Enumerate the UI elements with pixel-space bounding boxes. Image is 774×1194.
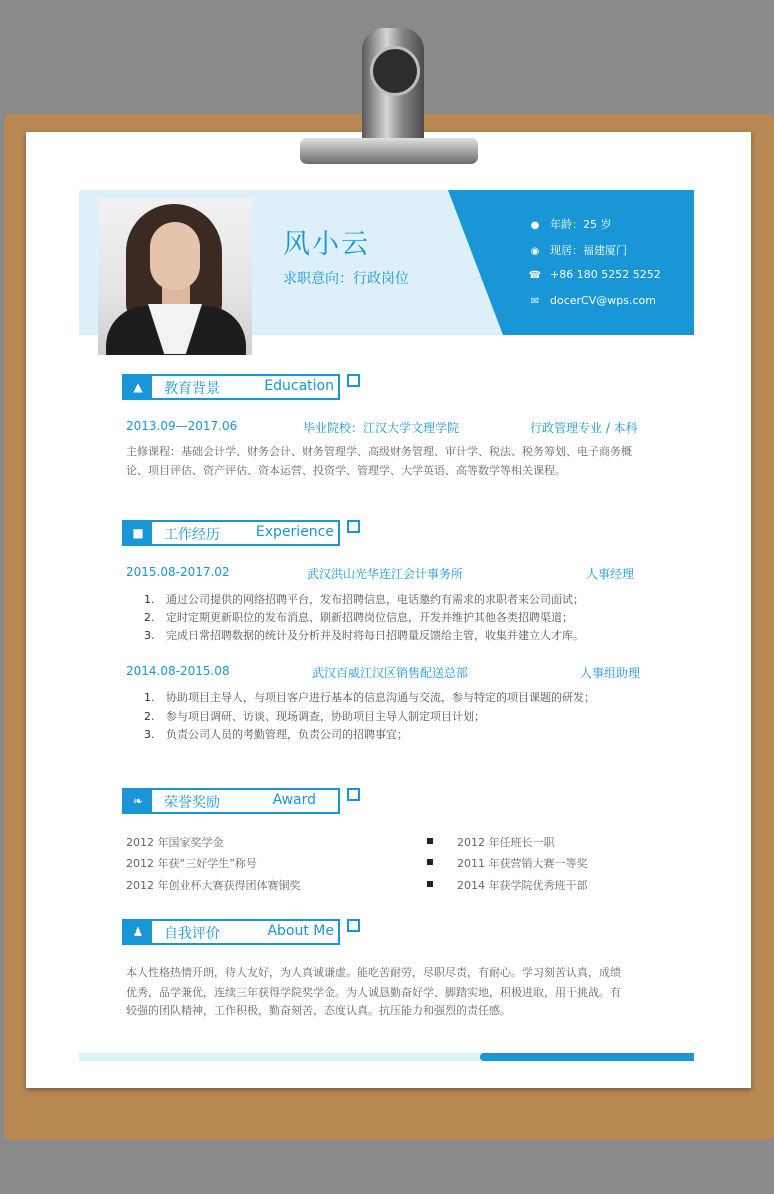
duty-number: 1. [144, 593, 155, 606]
footer-bar-accent [480, 1053, 694, 1061]
award-item: 2011 年获营销大赛一等奖 [457, 857, 588, 870]
section-corner-square [347, 919, 360, 932]
job-duty [144, 726, 408, 742]
briefcase-icon: ■ [124, 522, 152, 544]
section-title-cn: 自我评价 [164, 926, 220, 942]
award-item: 2012 年获“三好学生”称号 [126, 857, 257, 870]
award-item: 2014 年获学院优秀班干部 [457, 879, 588, 892]
contact-location-text: 现居：福建厦门 [550, 244, 627, 257]
duty-number: 2. [144, 710, 155, 723]
duty-number: 2. [144, 611, 155, 624]
job-duty [144, 627, 584, 643]
section-awards-header [122, 788, 340, 814]
job-role: 人事经理 [586, 567, 635, 581]
education-school: 毕业院校：江汉大学文理学院 [303, 421, 460, 435]
binder-clip-base [300, 138, 478, 164]
award-item: 2012 年创业杯大赛获得团体赛铜奖 [126, 879, 301, 892]
award-item: 2012 年国家奖学金 [126, 836, 224, 849]
about-line1: 本人性格热情开朗，待人友好，为人真诚谦虚。能吃苦耐劳，尽职尽责，有耐心。学习刻苦认真，成绩 [126, 966, 621, 979]
section-corner-square [347, 374, 360, 387]
graduation-cap-icon: ▲ [124, 376, 152, 398]
person-icon: ♟ [124, 921, 152, 943]
person-icon: ● [530, 220, 540, 231]
job-duty [144, 708, 485, 724]
job-company: 武汉洪山光华连江会计事务所 [307, 567, 464, 581]
section-education-header [122, 374, 340, 400]
job-duty [144, 591, 584, 607]
about-line2: 优秀，品学兼优，连续三年获得学院奖学金。为人诚恳勤奋好学、脚踏实地，积极进取，用于挑战。有 [126, 986, 621, 999]
contact-location [528, 242, 627, 258]
contact-age-text: 年龄：25 岁 [550, 218, 612, 231]
job-period: 2015.08-2017.02 [126, 565, 230, 579]
contact-phone-text: +86 180 5252 5252 [550, 268, 661, 281]
duty-text: 完成日常招聘数据的统计及分析并及时将每日招聘量反馈给主管，收集并建立人才库。 [166, 629, 584, 642]
duty-text: 通过公司提供的网络招聘平台，发布招聘信息，电话邀约有需求的求职者来公司面试； [166, 593, 584, 606]
duty-text: 负责公司人员的考勤管理，负责公司的招聘事宜； [166, 728, 408, 741]
job-period: 2014.08-2015.08 [126, 664, 230, 678]
section-title-cn: 工作经历 [164, 527, 220, 543]
candidate-name: 风小云 [283, 229, 370, 260]
section-corner-square [347, 788, 360, 801]
section-title-cn: 教育背景 [164, 381, 220, 397]
contact-age [528, 216, 612, 232]
job-duty [144, 609, 573, 625]
section-corner-square [347, 520, 360, 533]
duty-number: 3. [144, 629, 155, 642]
section-title-cn: 荣誉奖励 [164, 795, 220, 811]
section-title-en: About Me [267, 923, 334, 939]
photo-face [150, 222, 200, 290]
duty-text: 参与项目调研、访谈、现场调查，协助项目主导人制定项目计划； [166, 710, 485, 723]
job-duty [144, 689, 595, 705]
duty-text: 协助项目主导人，与项目客户进行基本的信息沟通与交流，参与特定的项目课题的研发； [166, 691, 595, 704]
award-item: 2012 年任班长一职 [457, 836, 555, 849]
job-role: 人事组助理 [580, 666, 641, 680]
section-title-en: Education [264, 378, 334, 394]
education-courses-line1: 主修课程：基础会计学、财务会计、财务管理学、高级财务管理、审计学、税法、税务筹划、电子商务概 [126, 445, 632, 458]
duty-number: 1. [144, 691, 155, 704]
bullet-square [427, 881, 433, 887]
binder-clip-ring [370, 46, 420, 96]
location-pin-icon: ◉ [530, 246, 540, 257]
envelope-icon: ✉ [530, 296, 540, 307]
phone-icon: ☎ [528, 270, 542, 281]
job-company: 武汉百威江汉区销售配送总部 [312, 666, 469, 680]
section-about-header [122, 919, 340, 945]
section-title-en: Award [272, 792, 316, 808]
contact-email[interactable] [528, 294, 656, 307]
duty-text: 定时定期更新职位的发布消息、刷新招聘岗位信息，开发并维护其他各类招聘渠道； [166, 611, 573, 624]
section-experience-header [122, 520, 340, 546]
avatar-photo [98, 198, 252, 355]
contact-email-text[interactable]: docerCV@wps.com [550, 294, 656, 307]
education-courses-line2: 论、项目评估、资产评估、资本运营、投资学、管理学、大学英语、高等数学等相关课程。 [126, 464, 566, 477]
education-major: 行政管理专业 / 本科 [530, 421, 638, 435]
duty-number: 3. [144, 728, 155, 741]
job-objective: 求职意向：行政岗位 [283, 271, 409, 287]
contact-phone [528, 268, 661, 281]
section-title-en: Experience [255, 524, 334, 540]
bullet-square [427, 838, 433, 844]
about-line3: 较强的团队精神，工作积极，勤奋刻苦，态度认真。抗压能力和强烈的责任感。 [126, 1004, 511, 1017]
bullet-square [427, 859, 433, 865]
education-period: 2013.09—2017.06 [126, 419, 238, 433]
leaf-icon: ❧ [124, 790, 152, 812]
